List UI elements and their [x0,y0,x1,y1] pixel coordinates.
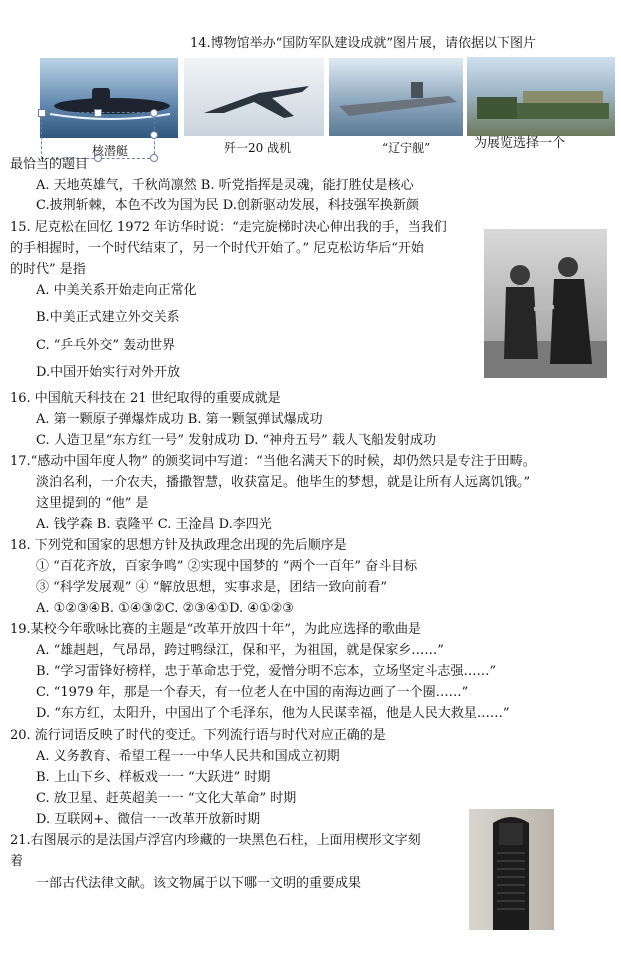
q20-option-b: B. 上山下乡、样板戏一一 “大跃进” 时期 [36,770,271,785]
q17-stem-line2: 淡泊名利，一介农夫，播撒智慧，收获富足。他毕生的梦想，就是让所有人远离饥饿。” [36,475,531,490]
q15-option-b: B.中美正式建立外交关系 [36,310,180,325]
q14-options-cd: C.披荆斩棘，本色不改为国为民 D.创新驱动发展，科技强军换新颜 [36,198,419,213]
q17-options: A. 钱学森 B. 袁隆平 C. 王淦昌 D.李四光 [36,517,272,532]
q20-option-a: A. 义务教育、希望工程一一中华人民共和国成立初期 [36,749,340,764]
q18-item-line1: ① “百花齐放，百家争鸣” ②实现中国梦的 “两个一百年” 奋斗目标 [36,559,418,574]
resize-handle-icon[interactable] [94,109,102,117]
q15-option-a: A. 中美关系开始走向正常化 [36,283,197,298]
q21-stem-line2: 着 [10,854,24,869]
q19-option-c: C. “1979 年，那是一个春天，有一位老人在中国的南海边画了一个圈……” [36,685,469,700]
q21-stem-line1: 21.右图展示的是法国卢浮宫内珍藏的一块黑色石柱，上面用楔形文字刻 [10,833,421,848]
q15-stem-line3: 的时代” 是指 [10,262,86,277]
q19-option-d: D. “东方红，太阳升，中国出了个毛泽东，他为人民谋幸福，他是人民大救星……” [36,706,510,721]
q17-stem-line3: 这里提到的 “他” 是 [36,496,149,511]
caption-submarine: 核潜艇 [92,144,129,158]
handshake-photo [484,229,607,378]
caption-fighter-jet: 歼一20 战机 [224,141,292,155]
missile-vehicle-photo [467,57,615,136]
q15-stem-line1: 15. 尼克松在回忆 1972 年访华时说：“走完旋梯时决心伸出我的手，当我们 [10,220,447,235]
aircraft-carrier-photo [329,58,463,136]
q18-item-line2: ③ “科学发展观” ④ “解放思想，实事求是，团结一致向前看” [36,580,387,595]
q15-stem-line2: 的手相握时，一个时代结束了，另一个时代开始了。” 尼克松访华后“开始 [10,241,424,256]
q20-option-c: C. 放卫星、赶英超美一一 “文化大革命” 时期 [36,791,297,806]
resize-handle-icon[interactable] [150,109,158,117]
q15-option-d: D.中国开始实行对外开放 [36,365,181,380]
resize-handle-icon[interactable] [150,154,158,162]
q16-stem: 16. 中国航天科技在 21 世纪取得的重要成就是 [10,391,281,406]
fighter-jet-icon [184,58,324,136]
hammurabi-stele-photo [469,809,554,930]
q14-options-ab: A. 天地英雄气，千秋尚凛然 B. 听党指挥是灵魂，能打胜仗是核心 [36,178,414,193]
caption-missile-vehicle: 为展览选择一个 [474,136,566,151]
q14-stem-line1: 14.博物馆举办“国防军队建设成就”图片展，请依据以下图片 [190,36,536,51]
caption-aircraft-carrier: “辽宁舰” [382,141,431,155]
fighter-jet-photo [184,58,324,136]
q20-stem: 20. 流行词语反映了时代的变迁。下列流行语与时代对应正确的是 [10,728,386,743]
q14-stem-line2: 最恰当的题目 [10,157,89,172]
q18-stem: 18. 下列党和国家的思想方针及执政理念出现的先后顺序是 [10,538,347,553]
q20-option-d: D. 互联网+、微信一一改革开放新时期 [36,812,261,827]
missile-vehicle-icon [467,57,615,136]
q17-stem-line1: 17.“感动中国年度人物” 的颁奖词中写道：“当他名满天下的时候，却仍然只是专注于田畴。 [10,454,536,469]
handshake-figures-icon [484,229,607,378]
resize-handle-icon[interactable] [150,131,158,139]
q21-stem-line3: 一部古代法律文献。该文物属于以下哪一文明的重要成果 [36,876,362,891]
q19-option-b: B. “学习雷锋好榜样，忠于革命忠于党，爱憎分明不忘本，立场坚定斗志强……” [36,664,497,679]
aircraft-carrier-icon [329,58,463,136]
q16-options-ab: A. 第一颗原子弹爆炸成功 B. 第一颗氢弹试爆成功 [36,412,323,427]
q18-options: A. ①②③④B. ①④③②C. ②③④①D. ④①②③ [36,601,294,616]
resize-handle-icon[interactable] [38,109,46,117]
stele-icon [469,809,554,930]
q15-option-c: C. “乒乓外交” 轰动世界 [36,338,176,353]
q16-options-cd: C. 人造卫星“东方红一号” 发射成功 D. “神舟五号” 载人飞船发射成功 [36,433,436,448]
q19-option-a: A. “雄赳赳，气昂昂，跨过鸭绿江，保和平，为祖国，就是保家乡……” [36,643,444,658]
q19-stem: 19.某校今年歌咏比赛的主题是“改革开放四十年”，为此应选择的歌曲是 [10,622,421,637]
